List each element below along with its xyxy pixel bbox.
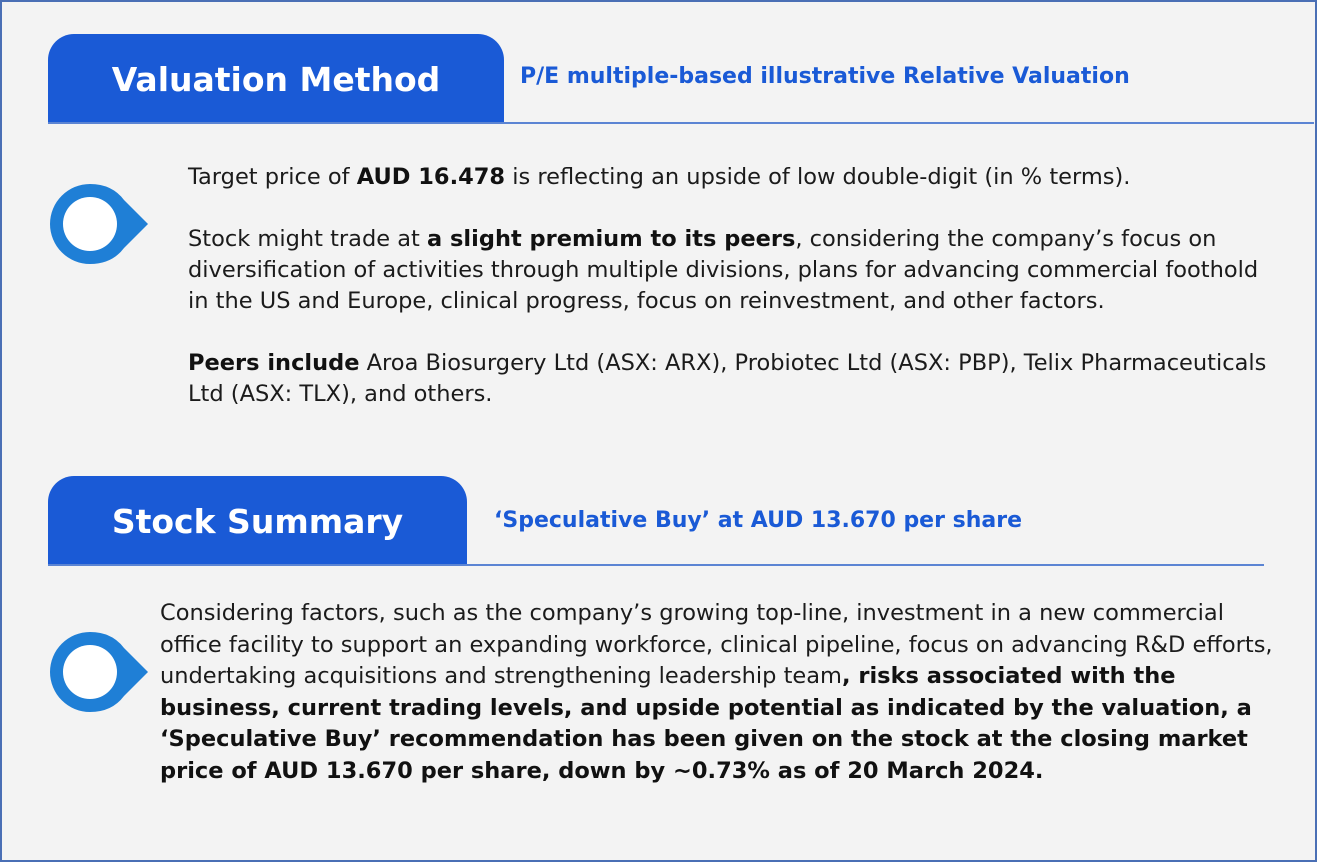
stock-summary-tab (48, 476, 467, 566)
valuation-tab-label: Valuation Method (111, 59, 441, 99)
summary-tab-label: Stock Summary (111, 501, 404, 541)
location-pin-marker-icon (46, 628, 150, 716)
summary-divider (48, 564, 1264, 566)
summary-paragraph: Considering factors, such as the company’s growing top-line, investment in a new commercial office facility to support an expanding workforce, clinical pipeline, focus on advancing R&D efforts, undertaking acquisitions and strengthening leadership team, risks associated with the business, current trading levels, and upside potential as indicated by the valuation, a ‘Speculative Buy’ recommendation has been given on the stock at the closing market price of AUD 13.670 per share, down by ~0.73% as of 20 March 2024. (160, 600, 1273, 784)
summary-body (160, 598, 1280, 787)
valuation-body (188, 162, 1278, 410)
summary-subtitle: ‘Speculative Buy’ at AUD 13.670 per share (494, 508, 1022, 533)
valuation-method-tab (48, 34, 504, 124)
valuation-header (48, 34, 1315, 126)
location-pin-marker-icon (46, 180, 150, 268)
valuation-divider (48, 122, 1314, 124)
summary-header (48, 476, 1315, 568)
peers-paragraph: Peers include Aroa Biosurgery Ltd (ASX: ARX), Probiotec Ltd (ASX: PBP), Telix Pharmaceuticals Ltd (ASX: TLX), and others. (188, 350, 1267, 407)
target-price-paragraph: Target price of AUD 16.478 is reflecting an upside of low double-digit (in % terms). (188, 164, 1131, 190)
valuation-subtitle: P/E multiple-based illustrative Relative Valuation (520, 64, 1130, 89)
premium-paragraph: Stock might trade at a slight premium to its peers, considering the company’s focus on diversification of activities through multiple divisions, plans for advancing commercial foothold in the US and Europe, clinical progress, focus on reinvestment, and other factors. (188, 226, 1259, 314)
